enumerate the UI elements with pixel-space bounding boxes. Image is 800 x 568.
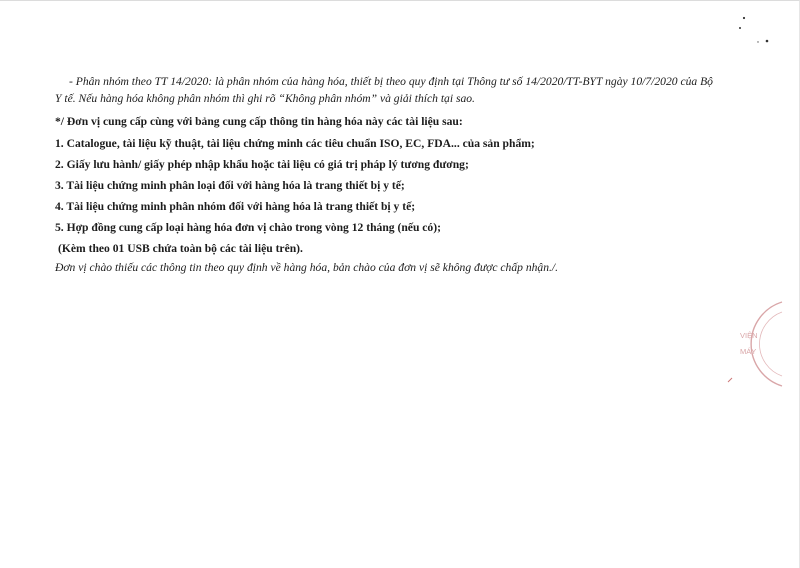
usb-note: (Kèm theo 01 USB chứa toàn bộ các tài liệu trên). bbox=[58, 242, 303, 255]
classification-note-continued: Y tế. Nếu hàng hóa không phân nhóm thì ghi rõ “Không phân nhóm” và giải thích tại sao. bbox=[55, 91, 475, 105]
partial-seal-stamp bbox=[724, 298, 784, 388]
document-item-1: 1. Catalogue, tài liệu kỹ thuật, tài liệu chứng minh các tiêu chuẩn ISO, EC, FDA... của sản phẩm; bbox=[55, 137, 535, 150]
seal-text-top: VIỆN bbox=[740, 331, 758, 340]
closing-note: Đơn vị chào thiếu các thông tin theo quy định về hàng hóa, bản chào của đơn vị sẽ không được chấp nhận./. bbox=[55, 261, 559, 274]
document-body bbox=[55, 74, 760, 276]
document-item-4: 4. Tài liệu chứng minh phân nhóm đối với hàng hóa là trang thiết bị y tế; bbox=[55, 200, 416, 213]
scan-specks bbox=[736, 14, 776, 48]
documents-heading: */ Đơn vị cung cấp cùng với bảng cung cấp thông tin hàng hóa này các tài liệu sau: bbox=[55, 115, 463, 128]
document-item-5: 5. Hợp đồng cung cấp loại hàng hóa đơn vị chào trong vòng 12 tháng (nếu có); bbox=[55, 221, 441, 234]
seal-text-bottom: MÁY bbox=[740, 347, 757, 356]
classification-note: - Phân nhóm theo TT 14/2020: là phân nhóm của hàng hóa, thiết bị theo quy định tại Thông tư số 14/2020/TT-BYT ngày 10/7/2020 của Bộ bbox=[69, 75, 713, 88]
document-item-3: 3. Tài liệu chứng minh phân loại đối với hàng hóa là trang thiết bị y tế; bbox=[55, 179, 405, 192]
document-item-2: 2. Giấy lưu hành/ giấy phép nhập khẩu hoặc tài liệu có giá trị pháp lý tương đương; bbox=[55, 158, 469, 171]
